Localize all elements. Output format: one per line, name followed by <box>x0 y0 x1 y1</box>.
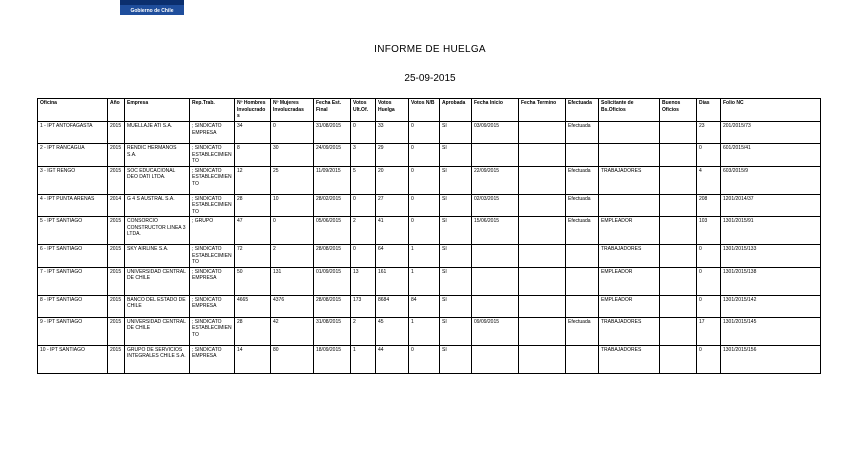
buenos-oficios-cell <box>660 122 697 144</box>
fecha-termino-cell <box>519 267 566 295</box>
oficina-cell: 1 - IPT ANTOFAGASTA <box>38 122 108 144</box>
fecha-est-final-cell: 28/08/2015 <box>314 245 351 268</box>
hombres-cell: 34 <box>235 122 271 144</box>
solicitante-cell: TRABAJADORES <box>599 345 660 373</box>
hombres-cell: 4665 <box>235 295 271 317</box>
fecha-inicio-cell <box>472 345 519 373</box>
oficina-cell: 7 - IPT SANTIAGO <box>38 267 108 295</box>
hombres-cell: 28 <box>235 317 271 345</box>
votos-huelga-cell: 45 <box>376 317 409 345</box>
empresa-cell: UNIVERSIDAD CENTRAL DE CHILE <box>125 267 190 295</box>
efectuada-cell: Efectuada <box>566 317 599 345</box>
dias-cell: 4 <box>697 166 721 194</box>
table-row <box>38 295 821 317</box>
column-header: Fecha Termino <box>519 99 566 122</box>
fecha-termino-cell <box>519 245 566 268</box>
aprobada-cell: SI <box>440 122 472 144</box>
fecha-est-final-cell: 31/08/2015 <box>314 122 351 144</box>
rep-trab-cell: ; SINDICATO EMPRESA <box>190 122 235 144</box>
oficina-cell: 5 - IPT SANTIAGO <box>38 217 108 245</box>
buenos-oficios-cell <box>660 166 697 194</box>
rep-trab-cell: ; SINDICATO ESTABLECIMIENTO <box>190 166 235 194</box>
oficina-cell: 3 - IGT RENGO <box>38 166 108 194</box>
efectuada-cell: Efectuada <box>566 122 599 144</box>
rep-trab-cell: ; SINDICATO ESTABLECIMIENTO <box>190 317 235 345</box>
fecha-est-final-cell: 01/09/2015 <box>314 267 351 295</box>
column-header: Días <box>697 99 721 122</box>
votos-ult-of-cell: 5 <box>351 166 376 194</box>
fecha-est-final-cell: 31/08/2015 <box>314 317 351 345</box>
folio-nc-cell: 1301/2015/156 <box>721 345 821 373</box>
aprobada-cell: SI <box>440 317 472 345</box>
mujeres-cell: 80 <box>271 345 314 373</box>
rep-trab-cell: ; SINDICATO ESTABLECIMIENTO <box>190 144 235 167</box>
table-row <box>38 122 821 144</box>
empresa-cell: SOC EDUCACIONAL DEO DATI LTDA. <box>125 166 190 194</box>
votos-nb-cell: 84 <box>409 295 440 317</box>
folio-nc-cell: 1301/2015/145 <box>721 317 821 345</box>
oficina-cell: 6 - IPT SANTIAGO <box>38 245 108 268</box>
fecha-inicio-cell <box>472 267 519 295</box>
solicitante-cell: EMPLEADOR <box>599 295 660 317</box>
report-date: 25-09-2015 <box>404 73 456 84</box>
column-header: Votos N/B <box>409 99 440 122</box>
year-cell: 2015 <box>108 122 125 144</box>
fecha-inicio-cell <box>472 245 519 268</box>
year-cell: 2015 <box>108 166 125 194</box>
table-header-row <box>38 99 821 122</box>
fecha-est-final-cell: 05/06/2015 <box>314 217 351 245</box>
mujeres-cell: 4376 <box>271 295 314 317</box>
efectuada-cell <box>566 245 599 268</box>
hombres-cell: 12 <box>235 166 271 194</box>
votos-nb-cell: 0 <box>409 217 440 245</box>
dias-cell: 0 <box>697 267 721 295</box>
fecha-inicio-cell: 02/03/2015 <box>472 194 519 217</box>
empresa-cell: SKY AIRLINE S.A. <box>125 245 190 268</box>
hombres-cell: 14 <box>235 345 271 373</box>
buenos-oficios-cell <box>660 295 697 317</box>
folio-nc-cell: 1301/2015/91 <box>721 217 821 245</box>
year-cell: 2015 <box>108 245 125 268</box>
year-cell: 2014 <box>108 194 125 217</box>
votos-huelga-cell: 41 <box>376 217 409 245</box>
votos-nb-cell: 0 <box>409 194 440 217</box>
fecha-termino-cell <box>519 217 566 245</box>
rep-trab-cell: ; SINDICATO EMPRESA <box>190 295 235 317</box>
mujeres-cell: 2 <box>271 245 314 268</box>
efectuada-cell <box>566 144 599 167</box>
year-cell: 2015 <box>108 295 125 317</box>
column-header: Votos Huelga <box>376 99 409 122</box>
efectuada-cell: Efectuada <box>566 217 599 245</box>
hombres-cell: 28 <box>235 194 271 217</box>
table-body <box>38 122 821 374</box>
logo-text: Gobierno de Chile <box>130 8 174 14</box>
votos-nb-cell: 1 <box>409 245 440 268</box>
year-cell: 2015 <box>108 317 125 345</box>
fecha-termino-cell <box>519 295 566 317</box>
aprobada-cell: SI <box>440 267 472 295</box>
votos-nb-cell: 1 <box>409 317 440 345</box>
mujeres-cell: 42 <box>271 317 314 345</box>
buenos-oficios-cell <box>660 345 697 373</box>
votos-ult-of-cell: 1 <box>351 345 376 373</box>
votos-ult-of-cell: 13 <box>351 267 376 295</box>
fecha-inicio-cell: 09/09/2015 <box>472 317 519 345</box>
dias-cell: 0 <box>697 345 721 373</box>
oficina-cell: 9 - IPT SANTIAGO <box>38 317 108 345</box>
mujeres-cell: 0 <box>271 122 314 144</box>
table-row <box>38 166 821 194</box>
fecha-est-final-cell: 18/09/2015 <box>314 345 351 373</box>
table-row <box>38 194 821 217</box>
aprobada-cell: SI <box>440 295 472 317</box>
table-row <box>38 345 821 373</box>
votos-ult-of-cell: 0 <box>351 194 376 217</box>
table-row <box>38 317 821 345</box>
column-header: Nº Mujeres Involucradas <box>271 99 314 122</box>
folio-nc-cell: 603/2015/9 <box>721 166 821 194</box>
dias-cell: 208 <box>697 194 721 217</box>
oficina-cell: 8 - IPT SANTIAGO <box>38 295 108 317</box>
votos-huelga-cell: 8684 <box>376 295 409 317</box>
column-header: Folio NC <box>721 99 821 122</box>
gobierno-de-chile-logo <box>120 0 184 15</box>
table-row <box>38 144 821 167</box>
empresa-cell: GRUPO DE SERVICIOS INTEGRALES CHILE S.A. <box>125 345 190 373</box>
aprobada-cell: SI <box>440 166 472 194</box>
fecha-termino-cell <box>519 317 566 345</box>
hombres-cell: 8 <box>235 144 271 167</box>
rep-trab-cell: ; GRUPO <box>190 217 235 245</box>
buenos-oficios-cell <box>660 317 697 345</box>
efectuada-cell: Efectuada <box>566 166 599 194</box>
votos-nb-cell: 0 <box>409 144 440 167</box>
table-row <box>38 245 821 268</box>
efectuada-cell <box>566 267 599 295</box>
hombres-cell: 72 <box>235 245 271 268</box>
solicitante-cell: TRABAJADORES <box>599 317 660 345</box>
column-header: Nº Hombres Involucrados <box>235 99 271 122</box>
votos-ult-of-cell: 0 <box>351 122 376 144</box>
rep-trab-cell: ; SINDICATO EMPRESA <box>190 345 235 373</box>
votos-nb-cell: 0 <box>409 345 440 373</box>
year-cell: 2015 <box>108 217 125 245</box>
table-row <box>38 267 821 295</box>
aprobada-cell: SI <box>440 144 472 167</box>
efectuada-cell <box>566 295 599 317</box>
aprobada-cell: SI <box>440 345 472 373</box>
aprobada-cell: SI <box>440 194 472 217</box>
votos-nb-cell: 0 <box>409 122 440 144</box>
year-cell: 2015 <box>108 144 125 167</box>
rep-trab-cell: ; SINDICATO ESTABLECIMIENTO <box>190 194 235 217</box>
report-title: INFORME DE HUELGA <box>374 44 486 55</box>
column-header: Año <box>108 99 125 122</box>
fecha-est-final-cell: 28/02/2015 <box>314 194 351 217</box>
fecha-est-final-cell: 28/08/2015 <box>314 295 351 317</box>
empresa-cell: BANCO DEL ESTADO DE CHILE <box>125 295 190 317</box>
votos-huelga-cell: 29 <box>376 144 409 167</box>
votos-ult-of-cell: 2 <box>351 217 376 245</box>
year-cell: 2015 <box>108 345 125 373</box>
column-header: Rep.Trab. <box>190 99 235 122</box>
fecha-termino-cell <box>519 166 566 194</box>
folio-nc-cell: 1301/2015/142 <box>721 295 821 317</box>
empresa-cell: CONSORCIO CONSTRUCTOR LINEA 3 LTDA. <box>125 217 190 245</box>
fecha-termino-cell <box>519 122 566 144</box>
solicitante-cell <box>599 144 660 167</box>
dias-cell: 17 <box>697 317 721 345</box>
column-header: Efectuada <box>566 99 599 122</box>
solicitante-cell: EMPLEADOR <box>599 267 660 295</box>
column-header: Solicitante de Bs.Oficios <box>599 99 660 122</box>
rep-trab-cell: ; SINDICATO ESTABLECIMIENTO <box>190 245 235 268</box>
fecha-inicio-cell <box>472 144 519 167</box>
column-header: Votos Ult.Of. <box>351 99 376 122</box>
fecha-termino-cell <box>519 144 566 167</box>
oficina-cell: 2 - IPT RANCAGUA <box>38 144 108 167</box>
empresa-cell: RENDIC HERMANOS S.A. <box>125 144 190 167</box>
votos-ult-of-cell: 0 <box>351 245 376 268</box>
votos-huelga-cell: 27 <box>376 194 409 217</box>
empresa-cell: UNIVERSIDAD CENTRAL DE CHILE <box>125 317 190 345</box>
buenos-oficios-cell <box>660 144 697 167</box>
aprobada-cell: SI <box>440 245 472 268</box>
votos-nb-cell: 0 <box>409 166 440 194</box>
votos-ult-of-cell: 2 <box>351 317 376 345</box>
folio-nc-cell: 601/2015/41 <box>721 144 821 167</box>
fecha-inicio-cell: 03/09/2015 <box>472 122 519 144</box>
column-header: Empresa <box>125 99 190 122</box>
votos-huelga-cell: 161 <box>376 267 409 295</box>
strike-report-table <box>37 98 821 374</box>
votos-ult-of-cell: 173 <box>351 295 376 317</box>
mujeres-cell: 25 <box>271 166 314 194</box>
fecha-est-final-cell: 24/09/2015 <box>314 144 351 167</box>
solicitante-cell: EMPLEADOR <box>599 217 660 245</box>
year-cell: 2015 <box>108 267 125 295</box>
dias-cell: 23 <box>697 122 721 144</box>
mujeres-cell: 0 <box>271 217 314 245</box>
votos-huelga-cell: 33 <box>376 122 409 144</box>
mujeres-cell: 10 <box>271 194 314 217</box>
buenos-oficios-cell <box>660 194 697 217</box>
empresa-cell: G 4 S AUSTRAL S.A. <box>125 194 190 217</box>
folio-nc-cell: 1201/2014/37 <box>721 194 821 217</box>
folio-nc-cell: 1301/2015/138 <box>721 267 821 295</box>
oficina-cell: 10 - IPT SANTIAGO <box>38 345 108 373</box>
votos-nb-cell: 1 <box>409 267 440 295</box>
fecha-inicio-cell: 22/09/2015 <box>472 166 519 194</box>
votos-ult-of-cell: 3 <box>351 144 376 167</box>
buenos-oficios-cell <box>660 245 697 268</box>
votos-huelga-cell: 20 <box>376 166 409 194</box>
dias-cell: 0 <box>697 295 721 317</box>
buenos-oficios-cell <box>660 217 697 245</box>
hombres-cell: 50 <box>235 267 271 295</box>
folio-nc-cell: 1301/2015/133 <box>721 245 821 268</box>
fecha-inicio-cell <box>472 295 519 317</box>
mujeres-cell: 131 <box>271 267 314 295</box>
fecha-est-final-cell: 11/09/2015 <box>314 166 351 194</box>
solicitante-cell <box>599 194 660 217</box>
efectuada-cell <box>566 345 599 373</box>
column-header: Buenos Oficios <box>660 99 697 122</box>
column-header: Fecha Est. Final <box>314 99 351 122</box>
fecha-termino-cell <box>519 345 566 373</box>
buenos-oficios-cell <box>660 267 697 295</box>
efectuada-cell: Efectuada <box>566 194 599 217</box>
mujeres-cell: 30 <box>271 144 314 167</box>
hombres-cell: 47 <box>235 217 271 245</box>
rep-trab-cell: ; SINDICATO EMPRESA <box>190 267 235 295</box>
column-header: Oficina <box>38 99 108 122</box>
dias-cell: 0 <box>697 144 721 167</box>
table-row <box>38 217 821 245</box>
oficina-cell: 4 - IPT PUNTA ARENAS <box>38 194 108 217</box>
empresa-cell: MUELLAJE ATI S.A. <box>125 122 190 144</box>
votos-huelga-cell: 64 <box>376 245 409 268</box>
fecha-termino-cell <box>519 194 566 217</box>
solicitante-cell: TRABAJADORES <box>599 166 660 194</box>
solicitante-cell <box>599 122 660 144</box>
folio-nc-cell: 201/2015/73 <box>721 122 821 144</box>
dias-cell: 103 <box>697 217 721 245</box>
votos-huelga-cell: 44 <box>376 345 409 373</box>
aprobada-cell: SI <box>440 217 472 245</box>
column-header: Fecha Inicio <box>472 99 519 122</box>
fecha-inicio-cell: 15/06/2015 <box>472 217 519 245</box>
solicitante-cell: TRABAJADORES <box>599 245 660 268</box>
dias-cell: 0 <box>697 245 721 268</box>
column-header: Aprobada <box>440 99 472 122</box>
